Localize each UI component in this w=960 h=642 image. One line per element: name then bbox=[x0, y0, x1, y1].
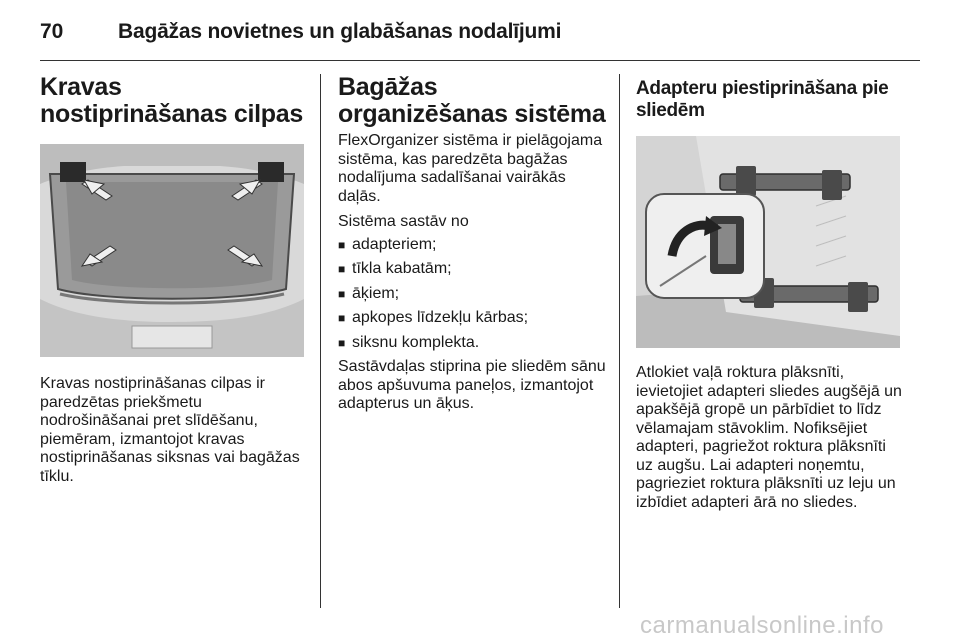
section-heading: Bagāžas organizēšanas sistēma bbox=[338, 73, 606, 128]
column-load-anchors bbox=[40, 74, 306, 486]
column-divider bbox=[320, 74, 321, 608]
list-item: ■ apkopes līdzekļu kārbas; bbox=[338, 309, 529, 326]
section-intro: FlexOrganizer sistēma ir pielāgojama sistēma, kas paredzēta bagāžas nodalījuma sadalīšanai vairākās daļās. bbox=[338, 132, 603, 205]
column-flexorganizer bbox=[338, 74, 606, 414]
page-number: 70 bbox=[40, 20, 64, 43]
chapter-title: Bagāžas novietnes un glabāšanas nodalījumi bbox=[118, 20, 562, 43]
bullet-icon: ■ bbox=[338, 262, 346, 276]
bullet-icon: ■ bbox=[338, 311, 346, 325]
header-rule bbox=[40, 60, 920, 61]
section-body: Kravas nostiprināšanas cilpas ir paredzētas priekšmetu nodrošināšanai pret slīdēšanu, piemēram, izmantojot kravas nostiprināšanas siksnas vai bagāžas tīklu. bbox=[40, 375, 300, 485]
section-heading: Kravas nostiprināšanas cilpas bbox=[40, 73, 303, 128]
bullet-icon: ■ bbox=[338, 286, 346, 301]
list-item: ■ siksnu komplekta. bbox=[338, 333, 480, 351]
section-heading: Adapteru piestiprināšana pie sliedēm bbox=[636, 78, 889, 121]
page-header bbox=[40, 14, 920, 54]
bullet-icon: ■ bbox=[338, 237, 346, 252]
list-lead: Sistēma sastāv no bbox=[338, 213, 469, 230]
list-item: ■ āķiem; bbox=[338, 284, 400, 302]
list-item: ■ adapteriem; bbox=[338, 235, 437, 253]
column-adapter-mounting bbox=[636, 74, 902, 512]
watermark: carmanualsonline.info bbox=[640, 612, 884, 639]
bullet-icon: ■ bbox=[338, 335, 346, 350]
section-outro: Sastāvdaļas stiprina pie sliedēm sānu abos apšuvuma paneļos, izmantojot adapterus un āķus. bbox=[338, 358, 606, 412]
section-body: Atlokiet vaļā roktura plāksnīti, ievietojiet adapteri sliedes augšējā un apakšējā gropē un pārbīdiet to līdz vēlamajam stāvoklim. Nofiksējiet adapteri, pagriežot roktura plāksnīti uz augšu. Lai adapteri noņemtu, pagrieziet roktura plāksnīti uz leju un izbīdiet adapteri ārā no sliedes. bbox=[636, 364, 902, 511]
trunk-anchors-illustration bbox=[40, 144, 304, 357]
column-divider bbox=[619, 74, 620, 608]
component-list bbox=[338, 236, 606, 353]
adapter-rail-illustration bbox=[636, 136, 900, 348]
list-item: ■ tīkla kabatām; bbox=[338, 260, 452, 277]
